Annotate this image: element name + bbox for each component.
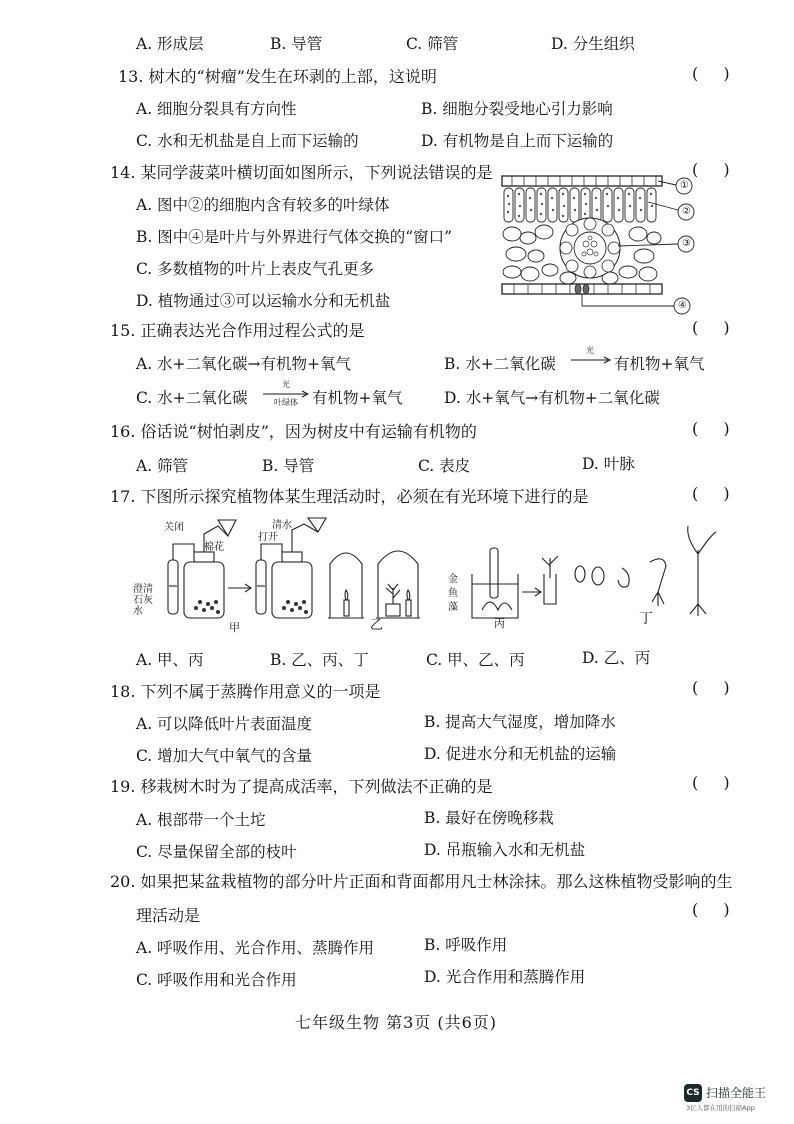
- q13-option-d: D. 有机物是自上而下运输的: [421, 132, 614, 150]
- q17-label-zao: 藻: [448, 602, 458, 613]
- q18-option-c: C. 增加大气中氧气的含量: [136, 747, 313, 765]
- q16-answer-paren: ( ): [692, 419, 740, 438]
- q16-option-a: A. 筛管: [136, 457, 189, 475]
- figure-label-4: ④: [678, 300, 687, 311]
- q14-answer-paren: ( ): [692, 160, 740, 179]
- q13-option-c: C. 水和无机盐是自上而下运输的: [136, 132, 359, 150]
- q20-option-c: C. 呼吸作用和光合作用: [136, 971, 297, 989]
- q19-answer-paren: ( ): [692, 773, 740, 792]
- q12-option-a: A. 形成层: [136, 35, 204, 53]
- q19-option-b: B. 最好在傍晚移栽: [424, 809, 554, 827]
- q13-answer-paren: ( ): [692, 64, 740, 83]
- q12-option-b: B. 导管: [270, 35, 323, 53]
- page-footer: 七年级生物 第3页 (共6页): [295, 1013, 498, 1032]
- q17-label-ding: 丁: [639, 611, 653, 627]
- q14-option-a: A. 图中②的细胞内含有较多的叶绿体: [136, 196, 390, 214]
- q15-option-b-suffix: 有机物+氧气: [614, 355, 705, 373]
- q12-option-c: C. 筛管: [406, 35, 459, 53]
- q18-option-d: D. 促进水分和无机盐的运输: [424, 745, 617, 763]
- q15-option-b-prefix: B. 水+二氧化碳: [444, 355, 556, 373]
- q14-option-b: B. 图中④是叶片与外界进行气体交换的“窗口”: [136, 228, 453, 246]
- q17-label-yu: 鱼: [448, 588, 458, 599]
- q17-label-jin: 金: [448, 574, 458, 585]
- q15-option-a: A. 水+二氧化碳→有机物+氧气: [136, 355, 352, 373]
- q15-option-b-arrow-label: 光: [586, 346, 594, 355]
- q19-option-d: D. 吊瓶输入水和无机盐: [424, 841, 586, 859]
- q15-option-c-prefix: C. 水+二氧化碳: [136, 389, 248, 407]
- q14-option-c: C. 多数植物的叶片上表皮气孔更多: [136, 260, 375, 278]
- q17-label-jia: 甲: [229, 621, 240, 634]
- q20-stem-line1: 20. 如果把某盆栽植物的部分叶片正面和背面都用凡士林涂抹。那么这株植物受影响的生: [110, 872, 733, 891]
- q19-stem: 19. 移栽树木时为了提高成活率，下列做法不正确的是: [110, 777, 493, 796]
- q20-answer-paren: ( ): [692, 900, 740, 919]
- q16-option-c: C. 表皮: [418, 457, 471, 475]
- q17-option-c: C. 甲、乙、丙: [426, 651, 525, 669]
- q18-option-a: A. 可以降低叶片表面温度: [136, 715, 313, 733]
- q16-option-b: B. 导管: [262, 457, 315, 475]
- q15-option-c-arrow-label-top: 光: [282, 380, 290, 389]
- q14-stem: 14. 某同学菠菜叶横切面如图所示，下列说法错误的是: [110, 163, 493, 182]
- q15-option-c-suffix: 有机物+氧气: [312, 389, 403, 407]
- q13-stem: 13. 树木的“树瘤”发生在环剥的上部，这说明: [118, 67, 437, 86]
- q17-experiment-figure: [132, 514, 722, 640]
- q17-option-a: A. 甲、丙: [136, 651, 204, 669]
- q19-option-c: C. 尽量保留全部的枝叶: [136, 843, 297, 861]
- q19-option-a: A. 根部带一个土坨: [136, 811, 266, 829]
- scanner-logo-icon: CS: [684, 1084, 702, 1102]
- q17-label-bing: 丙: [494, 617, 505, 630]
- q15-option-c-arrow: [262, 390, 310, 398]
- q17-option-d: D. 乙、丙: [582, 649, 651, 667]
- scanner-app-name: 扫描全能王: [706, 1086, 767, 1100]
- scanner-tagline: 3亿人都在用的扫描App: [686, 1104, 755, 1112]
- q14-option-d: D. 植物通过③可以运输水分和无机盐: [136, 292, 391, 310]
- q17-answer-paren: ( ): [692, 484, 740, 503]
- q17-label-cotton: 棉花: [204, 542, 224, 553]
- q17-option-b: B. 乙、丙、丁: [270, 651, 369, 669]
- q20-option-d: D. 光合作用和蒸腾作用: [424, 968, 586, 986]
- q20-stem-line2: 理活动是: [136, 906, 201, 925]
- q17-label-limewater: 澄清石灰水: [133, 584, 153, 617]
- q17-label-closed: 关闭: [164, 522, 184, 533]
- q17-label-open: 打开: [258, 532, 278, 543]
- q16-option-d: D. 叶脉: [582, 455, 635, 473]
- leaf-cross-section-figure: [498, 172, 708, 322]
- q17-label-yi: 乙: [370, 618, 384, 633]
- q16-stem: 16. 俗话说“树怕剥皮”，因为树皮中有运输有机物的: [110, 422, 477, 441]
- q17-stem: 17. 下图所示探究植物体某生理活动时，必须在有光环境下进行的是: [110, 487, 589, 506]
- q13-option-b: B. 细胞分裂受地心引力影响: [421, 100, 613, 118]
- q13-option-a: A. 细胞分裂具有方向性: [136, 100, 297, 118]
- q20-option-b: B. 呼吸作用: [424, 936, 508, 954]
- q15-stem: 15. 正确表达光合作用过程公式的是: [110, 321, 365, 340]
- figure-label-3: ③: [682, 238, 691, 249]
- q15-option-b-arrow: [570, 356, 612, 364]
- q18-stem: 18. 下列不属于蒸腾作用意义的一项是: [110, 682, 381, 701]
- q15-option-d: D. 水+氧气→有机物+二氧化碳: [444, 389, 660, 407]
- q20-option-a: A. 呼吸作用、光合作用、蒸腾作用: [136, 939, 375, 957]
- q18-option-b: B. 提高大气湿度，增加降水: [424, 713, 616, 731]
- q12-option-d: D. 分生组织: [551, 35, 635, 53]
- q17-label-water: 清水: [272, 520, 292, 531]
- figure-label-2: ②: [682, 206, 691, 217]
- q18-answer-paren: ( ): [692, 678, 740, 697]
- q15-option-c-arrow-label-bottom: 叶绿体: [274, 398, 298, 407]
- figure-label-1: ①: [680, 180, 689, 191]
- q15-answer-paren: ( ): [692, 318, 740, 337]
